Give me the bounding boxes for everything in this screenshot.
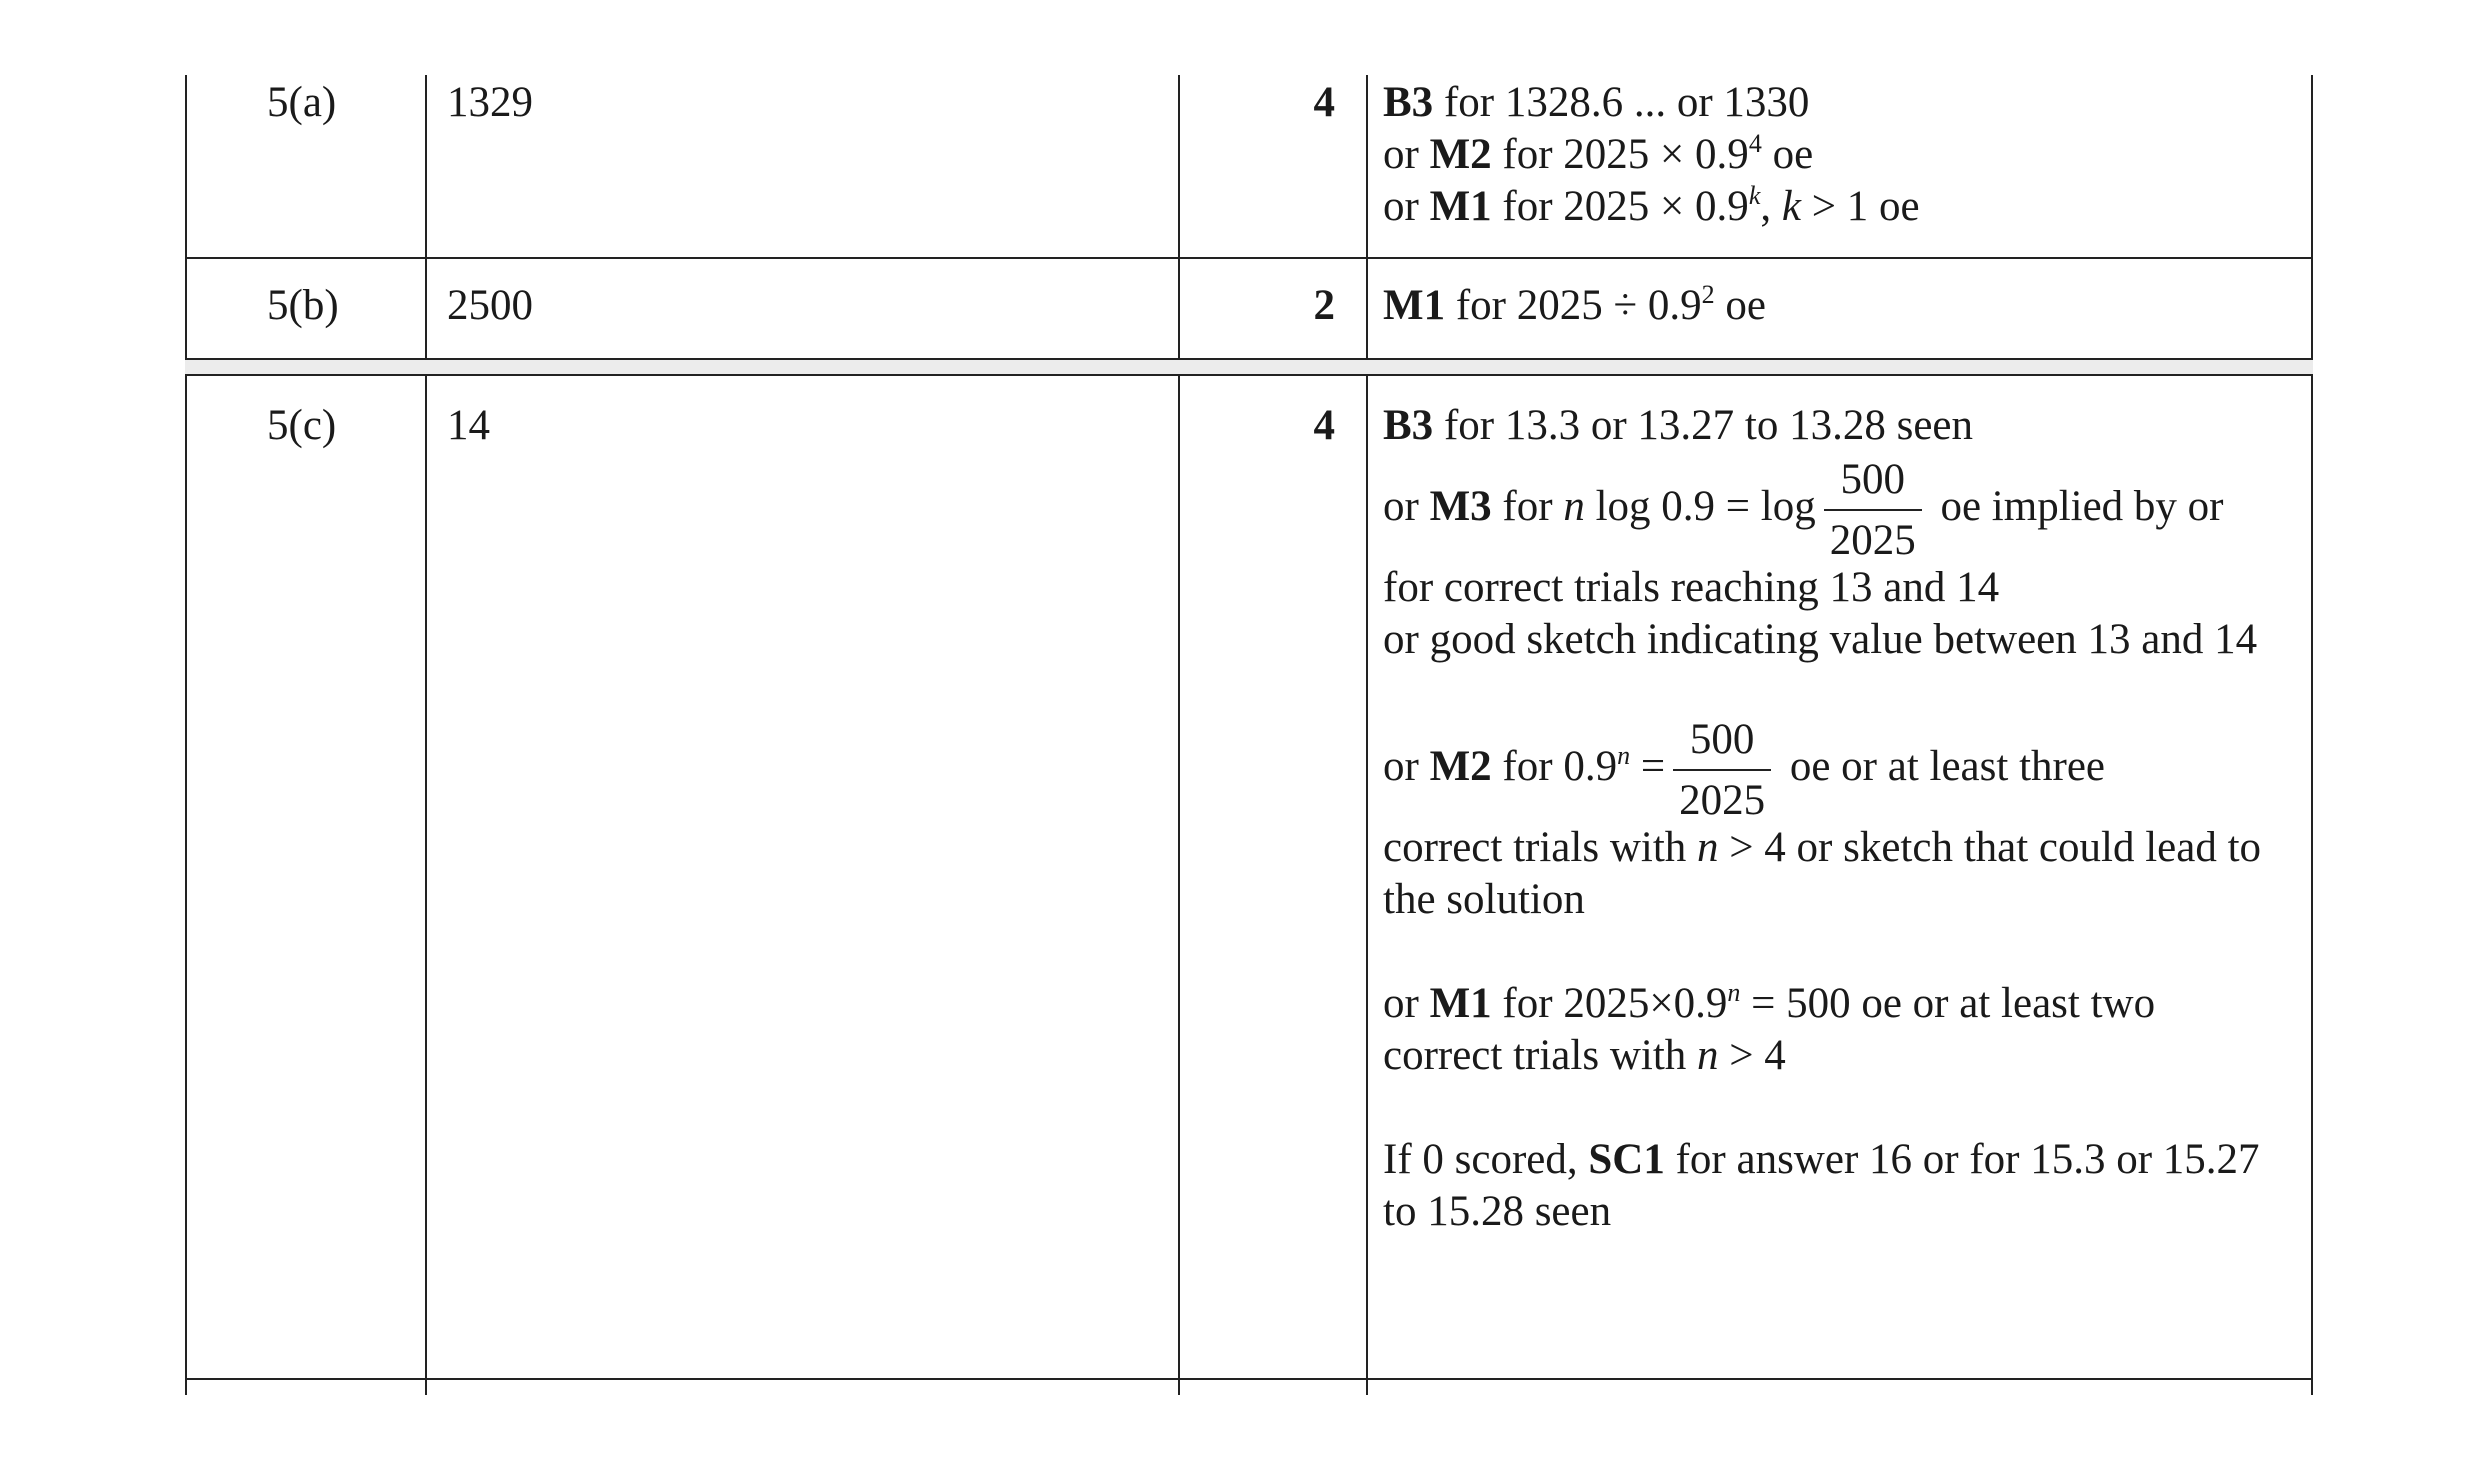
answer-value: 1329 [447,79,533,126]
table-border-left [185,75,187,1395]
mark-scheme-table [185,75,2311,1395]
question-number: 5(a) [267,79,337,126]
mark-code: B3 [1383,79,1434,126]
guidance-text: B3 for 13.3 or 13.27 to 13.28 seen or M3 for n log 0.9 = log $\frac{500}{2025}$ oe implied by or for correct trials reaching 13 and 14 or good sketch indicating value between 13 and 14 or M2 for $0.9^n$ = $\frac{500}{2025}$ oe or at least three correct trials with n > 4 or sketch that could lead to the solution or M1 for $2025\times 0.9^n = 500$ oe or at least two correct trials with n > 4 If 0 scored, SC1 for answer 16 or for 15.3 or 15.27 to 15.28 seen [1383,402,2262,1235]
row-separator [185,1378,2313,1380]
marks-value: 2 [1313,282,1335,329]
row-separator [185,257,2313,259]
fraction: $\frac{500}{2025}$ [1673,718,1771,822]
question-number: 5(b) [267,282,339,329]
row-separator-band [185,360,2313,374]
mark-code: B3 [1383,402,1434,449]
guidance-text: M1 for $2025 \div 0.9^2$ oe [1383,280,1766,329]
column-divider-answer [425,75,427,1395]
mark-code: M1 [1383,282,1446,329]
mark-code: M2 [1429,742,1492,790]
table-border-right [2311,75,2313,1395]
answer-value: 2500 [447,282,533,329]
marks-value: 4 [1313,79,1335,126]
mark-code: M1 [1429,183,1492,230]
mark-code: M3 [1429,482,1492,530]
column-divider-marks [1178,75,1180,1395]
fraction: $\frac{500}{2025}$ [1824,458,1922,562]
guidance-text: B3 for 1328.6 ... or 1330 or M2 for $2025 \times 0.9^4$ oe or M1 for $2025 \times 0.9^k$, k > 1 oe [1383,79,1920,230]
mark-code: M2 [1429,131,1492,178]
row-separator [185,358,2313,360]
question-number: 5(c) [267,402,337,449]
marks-value: 4 [1313,402,1335,449]
row-separator [185,374,2313,376]
mark-code: SC1 [1588,1136,1665,1183]
column-divider-guidance [1366,75,1368,1395]
answer-value: 14 [447,402,490,449]
mark-code: M1 [1429,980,1492,1027]
